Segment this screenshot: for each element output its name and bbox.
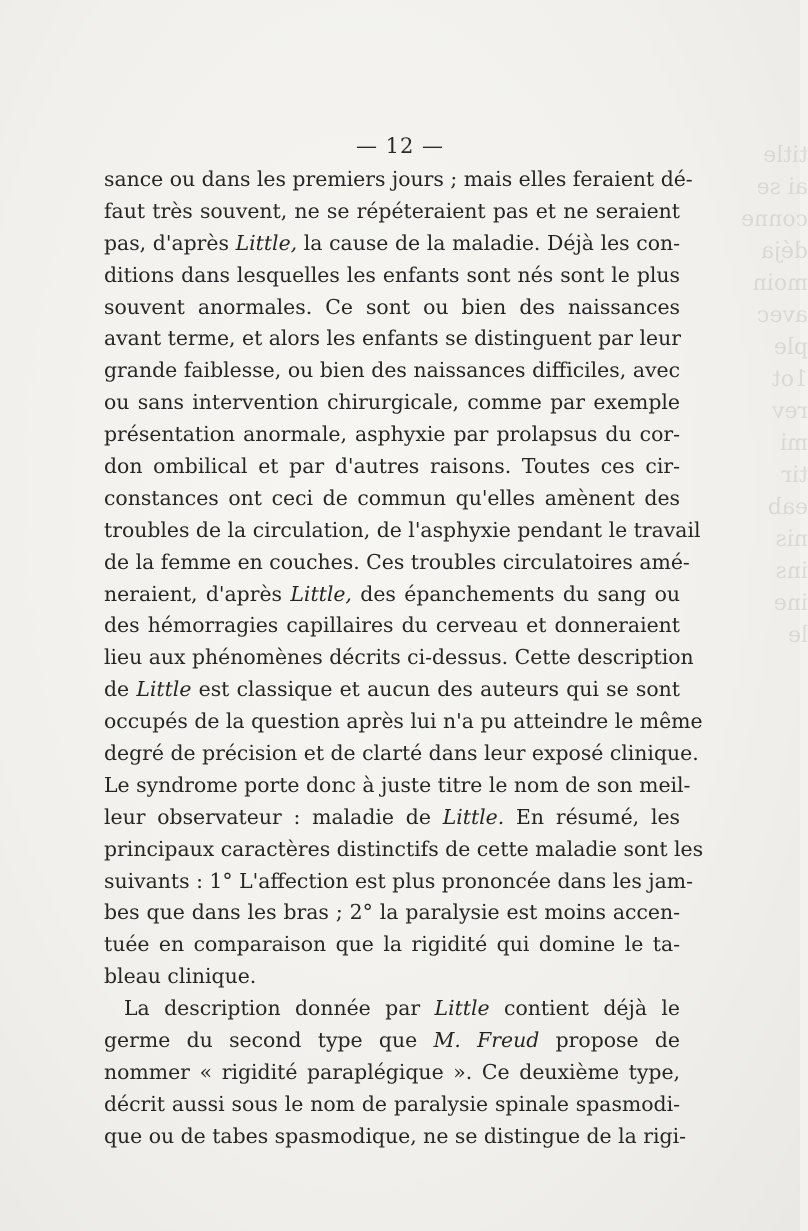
text-line (104, 515, 701, 547)
page-number: — 12 — (355, 134, 445, 158)
text-line (104, 929, 680, 961)
text-line (104, 866, 693, 898)
text-line (104, 387, 680, 419)
text-line (104, 897, 680, 929)
italic-name: M. Freud (433, 1028, 540, 1053)
text-line (104, 355, 680, 387)
line-text: avant terme, et alors les enfants se distinguent par leur (104, 326, 681, 351)
line-text: souvent anormales. Ce sont ou bien des naissances (104, 294, 680, 319)
line-text: est classique et aucun des auteurs qui se sont (191, 677, 680, 702)
line-text: occupés de la question après lui n'a pu atteindre le même (104, 709, 703, 734)
text-line (104, 1121, 686, 1153)
line-text: germe du second type que (104, 1028, 434, 1053)
line-text: bes que dans les bras ; 2° la paralysie est moins accen- (104, 900, 680, 925)
line-text: suivants : 1° L'affection est plus prononcée dans les jam- (104, 868, 693, 893)
text-line (104, 642, 694, 674)
italic-name: Little (434, 996, 490, 1021)
line-text: lieu aux phénomènes décrits ci-dessus. Cette description (104, 645, 694, 670)
text-line (104, 483, 680, 515)
line-text: grande faiblesse, ou bien des naissances difficiles, avec (104, 358, 680, 383)
line-text: En résumé, les (504, 804, 680, 829)
text-line (104, 1057, 680, 1089)
line-text: des hémorragies capillaires du cerveau et donneraient (104, 613, 680, 638)
text-line (104, 706, 703, 738)
text-line (104, 1025, 680, 1057)
text-line (104, 164, 693, 196)
line-text: des épanchements du sang ou (351, 581, 680, 606)
line-text: ditions dans lesquelles les enfants sont nés sont le plus (104, 262, 680, 287)
line-text: bleau clinique. (104, 964, 257, 989)
line-text: propose de (539, 1028, 680, 1053)
line-text: leur observateur : maladie de (104, 804, 443, 829)
line-text: Le syndrome porte donc à juste titre le nom de son meil- (104, 772, 691, 797)
text-line (104, 228, 680, 260)
line-text: neraient, d'après (104, 581, 291, 606)
text-line (104, 802, 680, 834)
text-line (104, 610, 680, 642)
line-text: contient déjà le (489, 996, 680, 1021)
line-text: présentation anormale, asphyxie par prolapsus du cor- (104, 422, 680, 447)
line-text: troubles de la circulation, de l'asphyxie pendant le travail (104, 517, 701, 542)
italic-name: Little, (290, 581, 352, 606)
text-line (104, 547, 690, 579)
line-text: la cause de la maladie. Déjà les con- (297, 230, 681, 255)
line-text: degré de précision et de clarté dans leur exposé clinique. (104, 741, 699, 766)
text-line (104, 292, 680, 324)
show-through-text: title ai se conne déja moin avec ple 1ot rev mi tir eab nis ins ine le (741, 143, 808, 648)
text-line (104, 419, 680, 451)
line-text: constances ont ceci de commun qu'elles amènent des (104, 485, 680, 510)
line-text: La description donnée par (124, 996, 435, 1021)
italic-name: Little, (235, 230, 298, 255)
italic-name: Little. (442, 804, 505, 829)
line-text: nommer « rigidité paraplégique ». Ce deuxième type, (104, 1059, 680, 1084)
line-text: don ombilical et par d'autres raisons. Toutes ces cir- (104, 454, 680, 479)
text-line (104, 1089, 680, 1121)
line-text: de la femme en couches. Ces troubles circulatoires amé- (104, 549, 690, 574)
text-line (104, 323, 680, 355)
text-line (104, 260, 680, 292)
line-text: pas, d'après (104, 230, 236, 255)
text-line (104, 738, 699, 770)
line-text: principaux caractères distinctifs de cette maladie sont les (104, 836, 704, 861)
body-text (104, 164, 704, 1153)
line-text: ou sans intervention chirurgicale, comme par exemple (104, 390, 680, 415)
line-text: sance ou dans les premiers jours ; mais elles feraient dé- (104, 167, 693, 191)
text-line (104, 961, 680, 993)
text-line (104, 579, 680, 611)
line-text: que ou de tabes spasmodique, ne se distingue de la rigi- (104, 1123, 686, 1148)
text-line (104, 834, 704, 866)
text-line (104, 674, 680, 706)
line-text: tuée en comparaison que la rigidité qui domine le ta- (104, 932, 680, 957)
line-text: décrit aussi sous le nom de paralysie spinale spasmodi- (104, 1091, 680, 1116)
italic-name: Little (136, 677, 192, 702)
line-text: de (104, 677, 137, 702)
text-line (104, 196, 680, 228)
text-line (104, 451, 680, 483)
text-line (104, 993, 680, 1025)
line-text: faut très souvent, ne se répéteraient pas et ne seraient (104, 198, 680, 223)
text-line (104, 770, 691, 802)
